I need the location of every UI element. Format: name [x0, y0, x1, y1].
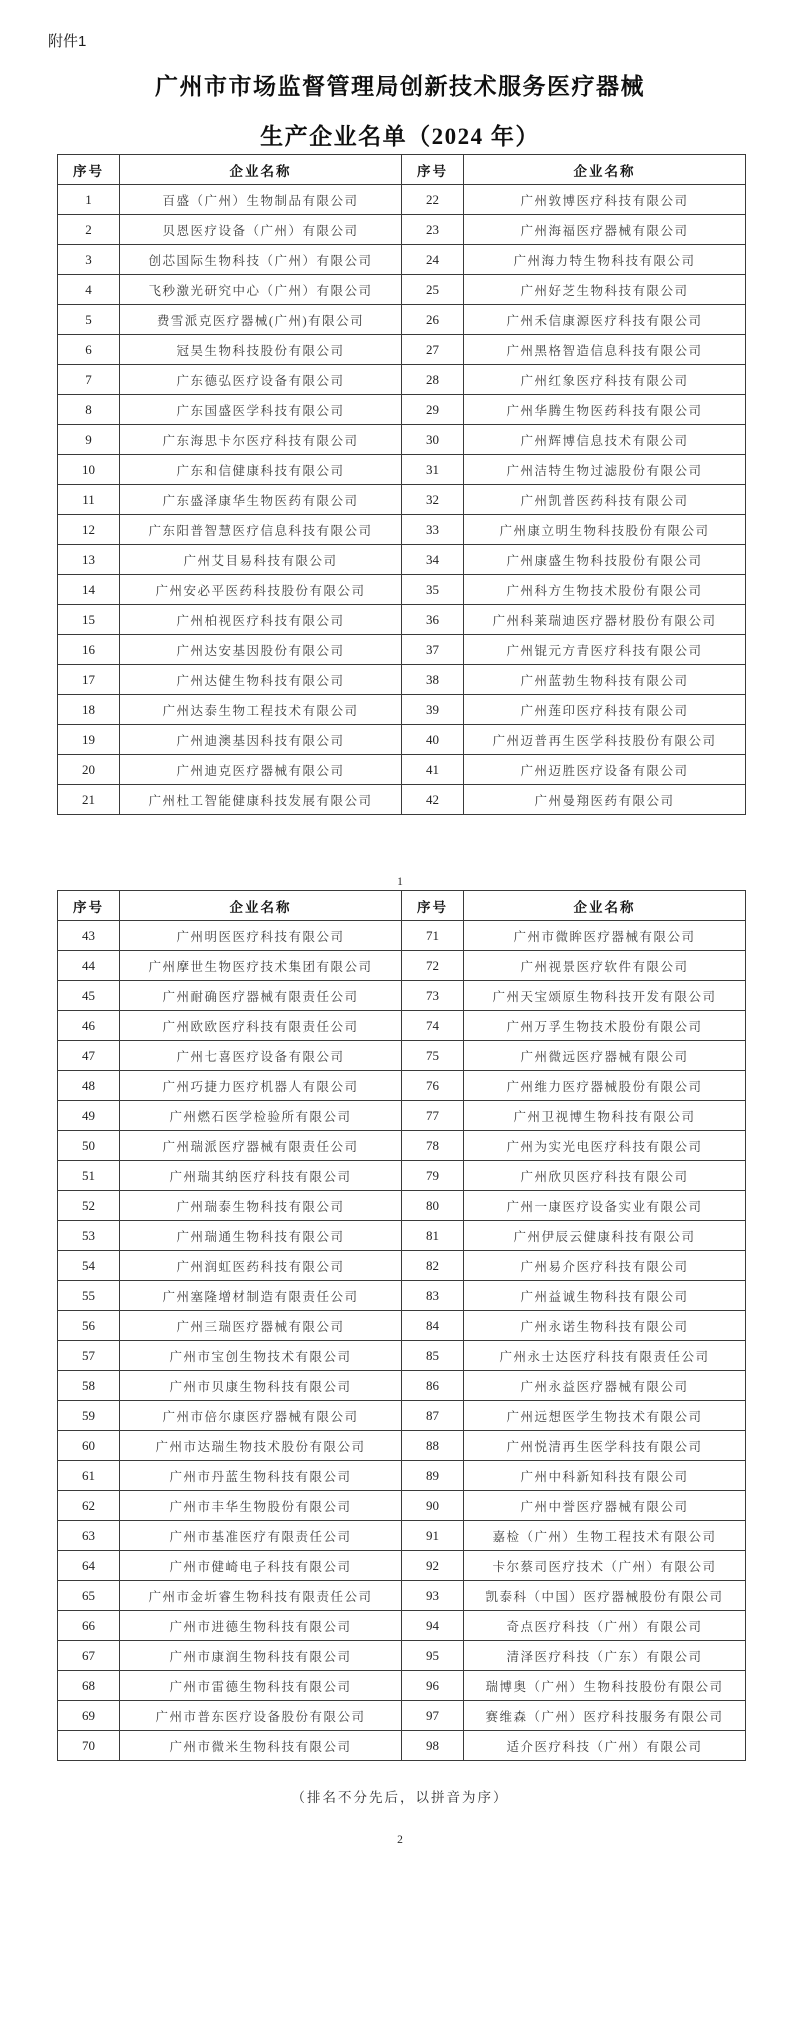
serial-cell: 90 — [402, 1491, 464, 1521]
company-name-cell: 广州蓝勃生物科技有限公司 — [464, 665, 746, 695]
serial-cell: 59 — [58, 1401, 120, 1431]
company-name-cell: 广州好芝生物科技有限公司 — [464, 275, 746, 305]
serial-cell: 33 — [402, 515, 464, 545]
company-name-cell: 广州万孚生物技术股份有限公司 — [464, 1011, 746, 1041]
serial-cell: 89 — [402, 1461, 464, 1491]
serial-cell: 5 — [58, 305, 120, 335]
table-row — [58, 981, 746, 1011]
table-row — [58, 1041, 746, 1071]
table-row — [58, 1311, 746, 1341]
header-company-left: 企业名称 — [120, 155, 402, 185]
company-name-cell: 广州市贝康生物科技有限公司 — [120, 1371, 402, 1401]
company-name-cell: 广州三瑞医疗器械有限公司 — [120, 1311, 402, 1341]
table-row — [58, 725, 746, 755]
serial-cell: 41 — [402, 755, 464, 785]
serial-cell: 47 — [58, 1041, 120, 1071]
table-row — [58, 1701, 746, 1731]
serial-cell: 43 — [58, 921, 120, 951]
company-name-cell: 广州市微米生物科技有限公司 — [120, 1731, 402, 1761]
table1-body — [58, 185, 746, 815]
table-row — [58, 605, 746, 635]
serial-cell: 45 — [58, 981, 120, 1011]
company-name-cell: 广州科方生物技术股份有限公司 — [464, 575, 746, 605]
table-row — [58, 215, 746, 245]
serial-cell: 13 — [58, 545, 120, 575]
table-header-row — [58, 155, 746, 185]
header-company-right: 企业名称 — [464, 155, 746, 185]
serial-cell: 84 — [402, 1311, 464, 1341]
company-name-cell: 百盛（广州）生物制品有限公司 — [120, 185, 402, 215]
serial-cell: 2 — [58, 215, 120, 245]
serial-cell: 69 — [58, 1701, 120, 1731]
header-serial-left: 序号 — [58, 891, 120, 921]
serial-cell: 58 — [58, 1371, 120, 1401]
company-name-cell: 广州远想医学生物技术有限公司 — [464, 1401, 746, 1431]
serial-cell: 82 — [402, 1251, 464, 1281]
company-name-cell: 奇点医疗科技（广州）有限公司 — [464, 1611, 746, 1641]
table-row — [58, 1221, 746, 1251]
company-name-cell: 广州市基准医疗有限责任公司 — [120, 1521, 402, 1551]
company-name-cell: 广州市普东医疗设备股份有限公司 — [120, 1701, 402, 1731]
serial-cell: 27 — [402, 335, 464, 365]
serial-cell: 55 — [58, 1281, 120, 1311]
company-name-cell: 广州微远医疗器械有限公司 — [464, 1041, 746, 1071]
table-row — [58, 1641, 746, 1671]
serial-cell: 12 — [58, 515, 120, 545]
serial-cell: 29 — [402, 395, 464, 425]
serial-cell: 54 — [58, 1251, 120, 1281]
table-row — [58, 1101, 746, 1131]
company-name-cell: 广州莲印医疗科技有限公司 — [464, 695, 746, 725]
company-name-cell: 创芯国际生物科技（广州）有限公司 — [120, 245, 402, 275]
company-name-cell: 广州中科新知科技有限公司 — [464, 1461, 746, 1491]
company-name-cell: 广州伊辰云健康科技有限公司 — [464, 1221, 746, 1251]
serial-cell: 72 — [402, 951, 464, 981]
company-name-cell: 广州杜工智能健康科技发展有限公司 — [120, 785, 402, 815]
company-name-cell: 广州市丰华生物股份有限公司 — [120, 1491, 402, 1521]
company-name-cell: 清泽医疗科技（广东）有限公司 — [464, 1641, 746, 1671]
serial-cell: 42 — [402, 785, 464, 815]
serial-cell: 60 — [58, 1431, 120, 1461]
company-name-cell: 广东盛泽康华生物医药有限公司 — [120, 485, 402, 515]
serial-cell: 46 — [58, 1011, 120, 1041]
company-name-cell: 广州一康医疗设备实业有限公司 — [464, 1191, 746, 1221]
company-name-cell: 广州市达瑞生物技术股份有限公司 — [120, 1431, 402, 1461]
serial-cell: 9 — [58, 425, 120, 455]
serial-cell: 62 — [58, 1491, 120, 1521]
table-row — [58, 1131, 746, 1161]
serial-cell: 11 — [58, 485, 120, 515]
company-name-cell: 广州敦博医疗科技有限公司 — [464, 185, 746, 215]
document-title-line2: 生产企业名单（2024 年） — [260, 124, 540, 149]
company-name-cell: 广东国盛医学科技有限公司 — [120, 395, 402, 425]
table-row — [58, 921, 746, 951]
serial-cell: 20 — [58, 755, 120, 785]
serial-cell: 51 — [58, 1161, 120, 1191]
company-name-cell: 费雪派克医疗器械(广州)有限公司 — [120, 305, 402, 335]
header-company-left: 企业名称 — [120, 891, 402, 921]
company-name-cell: 广州瑞通生物科技有限公司 — [120, 1221, 402, 1251]
company-name-cell: 广州维力医疗器械股份有限公司 — [464, 1071, 746, 1101]
table-row — [58, 1191, 746, 1221]
page-number-2: 2 — [397, 1834, 403, 1846]
company-name-cell: 广州科莱瑞迪医疗器材股份有限公司 — [464, 605, 746, 635]
company-name-cell: 瑞博奥（广州）生物科技股份有限公司 — [464, 1671, 746, 1701]
serial-cell: 37 — [402, 635, 464, 665]
company-name-cell: 广州市丹蓝生物科技有限公司 — [120, 1461, 402, 1491]
company-name-cell: 广东阳普智慧医疗信息科技有限公司 — [120, 515, 402, 545]
serial-cell: 57 — [58, 1341, 120, 1371]
company-name-cell: 广东海思卡尔医疗科技有限公司 — [120, 425, 402, 455]
serial-cell: 87 — [402, 1401, 464, 1431]
company-name-cell: 广州市微眸医疗器械有限公司 — [464, 921, 746, 951]
company-name-cell: 广州红象医疗科技有限公司 — [464, 365, 746, 395]
company-name-cell: 广州康盛生物科技股份有限公司 — [464, 545, 746, 575]
footer-note: （排名不分先后，以拼音为序） — [291, 1790, 509, 1805]
company-name-cell: 广州洁特生物过滤股份有限公司 — [464, 455, 746, 485]
company-name-cell: 广州瑞其纳医疗科技有限公司 — [120, 1161, 402, 1191]
serial-cell: 30 — [402, 425, 464, 455]
serial-cell: 64 — [58, 1551, 120, 1581]
table-row — [58, 1341, 746, 1371]
company-name-cell: 广州迈普再生医学科技股份有限公司 — [464, 725, 746, 755]
table-row — [58, 1251, 746, 1281]
table-row — [58, 1611, 746, 1641]
serial-cell: 79 — [402, 1161, 464, 1191]
serial-cell: 85 — [402, 1341, 464, 1371]
table-row — [58, 395, 746, 425]
serial-cell: 49 — [58, 1101, 120, 1131]
serial-cell: 86 — [402, 1371, 464, 1401]
serial-cell: 44 — [58, 951, 120, 981]
company-name-cell: 广州达安基因股份有限公司 — [120, 635, 402, 665]
company-name-cell: 广州瑞泰生物科技有限公司 — [120, 1191, 402, 1221]
company-name-cell: 广州欣贝医疗科技有限公司 — [464, 1161, 746, 1191]
company-name-cell: 广州中誉医疗器械有限公司 — [464, 1491, 746, 1521]
serial-cell: 38 — [402, 665, 464, 695]
company-name-cell: 广州视景医疗软件有限公司 — [464, 951, 746, 981]
serial-cell: 18 — [58, 695, 120, 725]
table-row — [58, 485, 746, 515]
company-name-cell: 广州迪克医疗器械有限公司 — [120, 755, 402, 785]
serial-cell: 21 — [58, 785, 120, 815]
company-name-cell: 广州艾目易科技有限公司 — [120, 545, 402, 575]
serial-cell: 26 — [402, 305, 464, 335]
company-name-cell: 广州市宝创生物技术有限公司 — [120, 1341, 402, 1371]
serial-cell: 97 — [402, 1701, 464, 1731]
serial-cell: 39 — [402, 695, 464, 725]
serial-cell: 3 — [58, 245, 120, 275]
company-name-cell: 广州耐确医疗器械有限责任公司 — [120, 981, 402, 1011]
serial-cell: 10 — [58, 455, 120, 485]
serial-cell: 96 — [402, 1671, 464, 1701]
serial-cell: 63 — [58, 1521, 120, 1551]
serial-cell: 23 — [402, 215, 464, 245]
company-name-cell: 广州益诚生物科技有限公司 — [464, 1281, 746, 1311]
serial-cell: 6 — [58, 335, 120, 365]
company-name-cell: 凯泰科（中国）医疗器械股份有限公司 — [464, 1581, 746, 1611]
company-name-cell: 广州明医医疗科技有限公司 — [120, 921, 402, 951]
table-row — [58, 545, 746, 575]
serial-cell: 4 — [58, 275, 120, 305]
serial-cell: 31 — [402, 455, 464, 485]
company-name-cell: 冠昊生物科技股份有限公司 — [120, 335, 402, 365]
table-row — [58, 635, 746, 665]
header-serial-left: 序号 — [58, 155, 120, 185]
table-row — [58, 515, 746, 545]
company-name-cell: 广州市倍尔康医疗器械有限公司 — [120, 1401, 402, 1431]
company-name-cell: 广州海力特生物科技有限公司 — [464, 245, 746, 275]
company-name-cell: 广州永士达医疗科技有限责任公司 — [464, 1341, 746, 1371]
table-row — [58, 1461, 746, 1491]
serial-cell: 8 — [58, 395, 120, 425]
attachment-label: 附件1 — [48, 33, 87, 50]
table2-body — [58, 921, 746, 1761]
company-name-cell: 广州柏视医疗科技有限公司 — [120, 605, 402, 635]
serial-cell: 16 — [58, 635, 120, 665]
table-row — [58, 755, 746, 785]
serial-cell: 28 — [402, 365, 464, 395]
company-name-cell: 广州卫视博生物科技有限公司 — [464, 1101, 746, 1131]
company-name-cell: 广州锟元方青医疗科技有限公司 — [464, 635, 746, 665]
table-row — [58, 695, 746, 725]
company-name-cell: 广州海福医疗器械有限公司 — [464, 215, 746, 245]
serial-cell: 93 — [402, 1581, 464, 1611]
header-company-right: 企业名称 — [464, 891, 746, 921]
serial-cell: 61 — [58, 1461, 120, 1491]
table-row — [58, 1521, 746, 1551]
table-row — [58, 1371, 746, 1401]
table-row — [58, 1731, 746, 1761]
table-row — [58, 185, 746, 215]
serial-cell: 80 — [402, 1191, 464, 1221]
serial-cell: 50 — [58, 1131, 120, 1161]
serial-cell: 40 — [402, 725, 464, 755]
company-name-cell: 嘉检（广州）生物工程技术有限公司 — [464, 1521, 746, 1551]
serial-cell: 77 — [402, 1101, 464, 1131]
serial-cell: 22 — [402, 185, 464, 215]
table-row — [58, 951, 746, 981]
serial-cell: 98 — [402, 1731, 464, 1761]
serial-cell: 88 — [402, 1431, 464, 1461]
header-serial-right: 序号 — [402, 155, 464, 185]
company-name-cell: 广州巧捷力医疗机器人有限公司 — [120, 1071, 402, 1101]
table-row — [58, 425, 746, 455]
serial-cell: 68 — [58, 1671, 120, 1701]
company-name-cell: 广州市康润生物科技有限公司 — [120, 1641, 402, 1671]
company-name-cell: 贝恩医疗设备（广州）有限公司 — [120, 215, 402, 245]
table-row — [58, 575, 746, 605]
serial-cell: 73 — [402, 981, 464, 1011]
table-row — [58, 1281, 746, 1311]
table-row — [58, 305, 746, 335]
table-header-row — [58, 891, 746, 921]
serial-cell: 35 — [402, 575, 464, 605]
table-row — [58, 785, 746, 815]
serial-cell: 52 — [58, 1191, 120, 1221]
serial-cell: 24 — [402, 245, 464, 275]
company-name-cell: 广州辉博信息技术有限公司 — [464, 425, 746, 455]
table-row — [58, 1581, 746, 1611]
table-row — [58, 455, 746, 485]
serial-cell: 67 — [58, 1641, 120, 1671]
serial-cell: 7 — [58, 365, 120, 395]
company-name-cell: 广州瑞派医疗器械有限责任公司 — [120, 1131, 402, 1161]
company-name-cell: 广州天宝颂原生物科技开发有限公司 — [464, 981, 746, 1011]
company-name-cell: 广州易介医疗科技有限公司 — [464, 1251, 746, 1281]
table-row — [58, 1551, 746, 1581]
serial-cell: 65 — [58, 1581, 120, 1611]
serial-cell: 1 — [58, 185, 120, 215]
company-name-cell: 广州欧欧医疗科技有限责任公司 — [120, 1011, 402, 1041]
serial-cell: 83 — [402, 1281, 464, 1311]
company-name-cell: 适介医疗科技（广州）有限公司 — [464, 1731, 746, 1761]
company-name-cell: 广州凯普医药科技有限公司 — [464, 485, 746, 515]
serial-cell: 48 — [58, 1071, 120, 1101]
serial-cell: 95 — [402, 1641, 464, 1671]
company-name-cell: 广州摩世生物医疗技术集团有限公司 — [120, 951, 402, 981]
serial-cell: 78 — [402, 1131, 464, 1161]
company-name-cell: 广州迈胜医疗设备有限公司 — [464, 755, 746, 785]
document-title-line1: 广州市市场监督管理局创新技术服务医疗器械 — [155, 74, 645, 99]
header-serial-right: 序号 — [402, 891, 464, 921]
company-name-cell: 广州曼翔医药有限公司 — [464, 785, 746, 815]
serial-cell: 75 — [402, 1041, 464, 1071]
table-row — [58, 365, 746, 395]
company-name-cell: 广州永益医疗器械有限公司 — [464, 1371, 746, 1401]
company-name-cell: 广州安必平医药科技股份有限公司 — [120, 575, 402, 605]
company-name-cell: 广州润虹医药科技有限公司 — [120, 1251, 402, 1281]
company-name-cell: 广州禾信康源医疗科技有限公司 — [464, 305, 746, 335]
table-row — [58, 1071, 746, 1101]
serial-cell: 74 — [402, 1011, 464, 1041]
serial-cell: 53 — [58, 1221, 120, 1251]
table-row — [58, 275, 746, 305]
company-name-cell: 广东德弘医疗设备有限公司 — [120, 365, 402, 395]
company-name-cell: 广州市进德生物科技有限公司 — [120, 1611, 402, 1641]
serial-cell: 71 — [402, 921, 464, 951]
serial-cell: 92 — [402, 1551, 464, 1581]
company-table-page2 — [57, 890, 746, 1761]
company-name-cell: 广州为实光电医疗科技有限公司 — [464, 1131, 746, 1161]
serial-cell: 14 — [58, 575, 120, 605]
company-name-cell: 广州迪澳基因科技有限公司 — [120, 725, 402, 755]
company-name-cell: 广州七喜医疗设备有限公司 — [120, 1041, 402, 1071]
serial-cell: 19 — [58, 725, 120, 755]
company-name-cell: 广州黑格智造信息科技有限公司 — [464, 335, 746, 365]
serial-cell: 36 — [402, 605, 464, 635]
company-name-cell: 广州市健崎电子科技有限公司 — [120, 1551, 402, 1581]
serial-cell: 94 — [402, 1611, 464, 1641]
table-row — [58, 1671, 746, 1701]
table-row — [58, 245, 746, 275]
table-row — [58, 1161, 746, 1191]
serial-cell: 56 — [58, 1311, 120, 1341]
serial-cell: 25 — [402, 275, 464, 305]
company-name-cell: 飞秒激光研究中心（广州）有限公司 — [120, 275, 402, 305]
company-name-cell: 广州永诺生物科技有限公司 — [464, 1311, 746, 1341]
serial-cell: 81 — [402, 1221, 464, 1251]
serial-cell: 70 — [58, 1731, 120, 1761]
serial-cell: 76 — [402, 1071, 464, 1101]
company-name-cell: 广州华腾生物医药科技有限公司 — [464, 395, 746, 425]
company-name-cell: 广州燃石医学检验所有限公司 — [120, 1101, 402, 1131]
company-name-cell: 赛维森（广州）医疗科技服务有限公司 — [464, 1701, 746, 1731]
table-row — [58, 1401, 746, 1431]
company-name-cell: 广州达健生物科技有限公司 — [120, 665, 402, 695]
table-row — [58, 1491, 746, 1521]
table-row — [58, 665, 746, 695]
serial-cell: 91 — [402, 1521, 464, 1551]
serial-cell: 34 — [402, 545, 464, 575]
company-name-cell: 广州达泰生物工程技术有限公司 — [120, 695, 402, 725]
table-row — [58, 335, 746, 365]
serial-cell: 66 — [58, 1611, 120, 1641]
company-name-cell: 广州市雷德生物科技有限公司 — [120, 1671, 402, 1701]
table-row — [58, 1431, 746, 1461]
company-name-cell: 广州悦清再生医学科技有限公司 — [464, 1431, 746, 1461]
serial-cell: 17 — [58, 665, 120, 695]
company-name-cell: 广州塞隆增材制造有限责任公司 — [120, 1281, 402, 1311]
company-table-page1 — [57, 154, 746, 815]
company-name-cell: 广州康立明生物科技股份有限公司 — [464, 515, 746, 545]
company-name-cell: 广东和信健康科技有限公司 — [120, 455, 402, 485]
page-number-1: 1 — [397, 876, 403, 888]
serial-cell: 32 — [402, 485, 464, 515]
company-name-cell: 广州市金圻睿生物科技有限责任公司 — [120, 1581, 402, 1611]
table-row — [58, 1011, 746, 1041]
company-name-cell: 卡尔蔡司医疗技术（广州）有限公司 — [464, 1551, 746, 1581]
serial-cell: 15 — [58, 605, 120, 635]
